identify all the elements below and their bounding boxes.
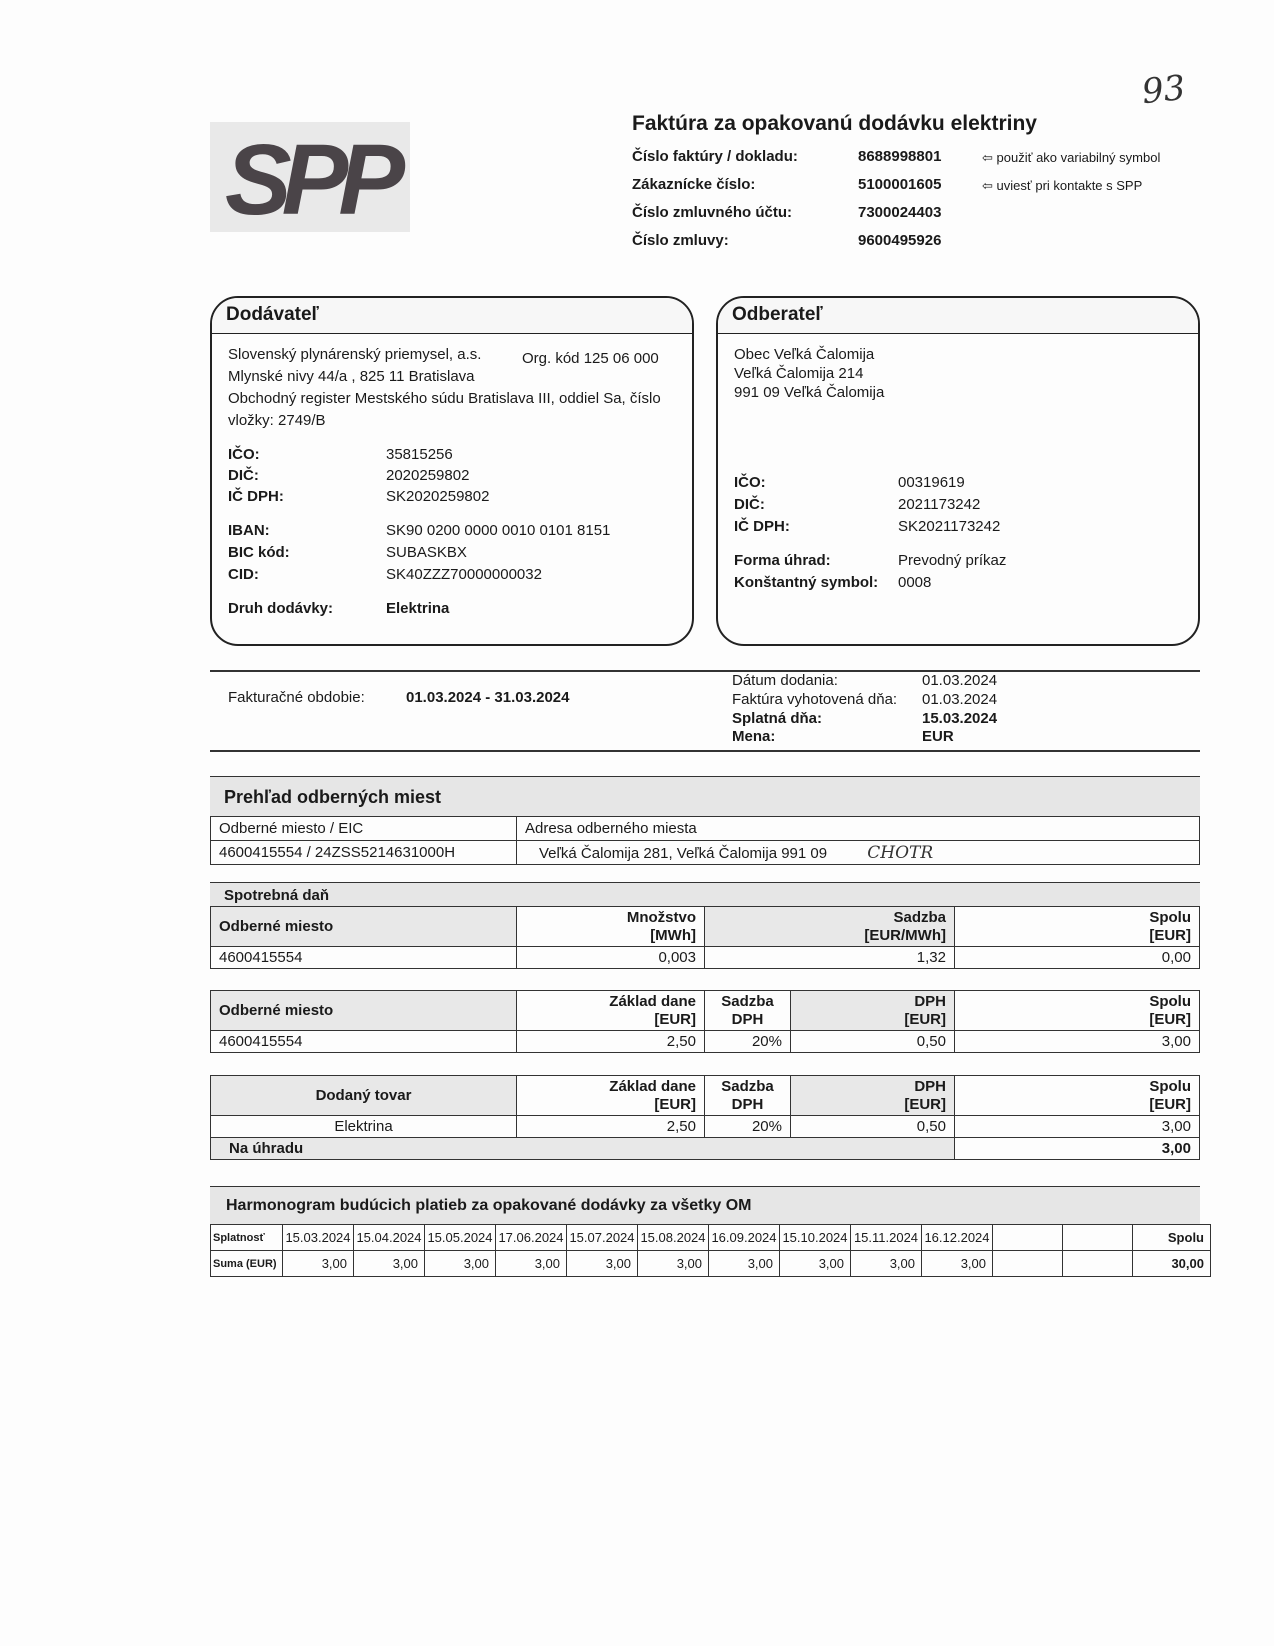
schedule-amount-3: 3,00: [425, 1251, 496, 1277]
handwritten-page-number: 93: [1140, 67, 1188, 113]
schedule-amount-4: 3,00: [496, 1251, 567, 1277]
schedule-date-5: 15.07.2024: [567, 1225, 638, 1251]
period-top-rule: [210, 670, 1200, 672]
customer-number: 5100001605: [858, 176, 942, 193]
schedule-amount-8: 3,00: [780, 1251, 851, 1277]
customer-heading: Odberateľ: [718, 298, 1198, 334]
issued-date: 01.03.2024: [922, 691, 998, 708]
goods-col-rate-unit: DPH: [731, 1095, 764, 1113]
customer-dic-label: DIČ:: [734, 496, 765, 513]
excise-col-total-unit: [EUR]: [1149, 926, 1191, 944]
customer-ico-label: IČO:: [734, 474, 766, 491]
vat-col-total: Spolu: [1149, 992, 1191, 1010]
supplier-heading: Dodávateľ: [212, 298, 692, 334]
schedule-amount-12: [1063, 1251, 1133, 1277]
schedule-date-11: [993, 1225, 1063, 1251]
delivery-date: 01.03.2024: [922, 672, 998, 689]
excise-row-place: 4600415554: [211, 947, 517, 969]
customer-payment: Prevodný príkaz: [898, 552, 1007, 569]
excise-col-total: Spolu: [1149, 908, 1191, 926]
due-label: Splatná dňa:: [732, 710, 823, 727]
places-row-id: 4600415554 / 24ZSS5214631000H: [211, 841, 517, 865]
customer-ico: 00319619: [898, 474, 965, 491]
vat-col-rate: Sadzba: [721, 992, 774, 1010]
spp-logo: [210, 122, 410, 232]
vat-col-rate-unit: DPH: [731, 1010, 764, 1028]
customer-dic: 2021173242: [898, 496, 981, 513]
contract-account-label: Číslo zmluvného účtu:: [632, 204, 793, 221]
vat-col-vat: DPH: [914, 992, 946, 1010]
supplier-box: [210, 296, 694, 646]
goods-col-base-unit: [EUR]: [654, 1095, 696, 1113]
excise-row-rate: 1,32: [705, 947, 955, 969]
excise-col-qty-unit: [MWh]: [650, 926, 696, 944]
contract-account: 7300024403: [858, 204, 942, 221]
supplier-cid: SK40ZZZ70000000032: [386, 566, 542, 583]
contract-number-label: Číslo zmluvy:: [632, 232, 729, 249]
excise-heading: Spotrebná daň: [210, 882, 1200, 906]
customer-payment-label: Forma úhrad:: [734, 552, 831, 569]
vat-col-base: Základ dane: [609, 992, 696, 1010]
customer-box: [716, 296, 1200, 646]
supplier-icdph-label: IČ DPH:: [228, 488, 284, 505]
contract-number: 9600495926: [858, 232, 942, 249]
places-table: [210, 816, 1200, 865]
vat-row-rate: 20%: [705, 1031, 791, 1053]
supplier-icdph: SK2020259802: [386, 488, 490, 505]
vat-col-base-unit: [EUR]: [654, 1010, 696, 1028]
schedule-amount-10: 3,00: [922, 1251, 993, 1277]
excise-col-rate-unit: [EUR/MWh]: [864, 926, 946, 944]
places-heading: Prehľad odberných miest: [210, 776, 1200, 816]
customer-city: 991 09 Veľká Čalomija: [734, 384, 885, 401]
schedule-date-9: 15.11.2024: [851, 1225, 922, 1251]
schedule-row2-label: Suma (EUR): [211, 1251, 283, 1277]
excise-col-qty: Množstvo: [626, 908, 696, 926]
period-label: Fakturačné obdobie:: [228, 689, 365, 706]
schedule-amount-5: 3,00: [567, 1251, 638, 1277]
supplier-dic-label: DIČ:: [228, 467, 259, 484]
period-bottom-rule: [210, 750, 1200, 752]
schedule-row1-label: Splatnosť: [211, 1225, 283, 1251]
schedule-date-4: 17.06.2024: [496, 1225, 567, 1251]
supplier-dic: 2020259802: [386, 467, 470, 484]
goods-col-vat-unit: [EUR]: [904, 1095, 946, 1113]
schedule-date-10: 16.12.2024: [922, 1225, 993, 1251]
pay-label: Na úhradu: [211, 1138, 955, 1160]
supplier-delivery: Elektrina: [386, 600, 450, 617]
schedule-date-7: 16.09.2024: [709, 1225, 780, 1251]
schedule-amount-7: 3,00: [709, 1251, 780, 1277]
supplier-delivery-label: Druh dodávky:: [228, 600, 334, 617]
currency-label: Mena:: [732, 728, 776, 745]
schedule-amount-1: 3,00: [283, 1251, 354, 1277]
schedule-date-12: [1063, 1225, 1133, 1251]
excise-table: [210, 906, 1200, 969]
supplier-ico: 35815256: [386, 446, 453, 463]
invoice-number: 8688998801: [858, 148, 942, 165]
currency: EUR: [922, 728, 954, 745]
customer-constant-label: Konštantný symbol:: [734, 574, 879, 591]
supplier-name: Slovenský plynárenský priemysel, a.s.: [228, 346, 482, 363]
goods-col-base: Základ dane: [609, 1077, 696, 1095]
places-col-id: Odberné miesto / EIC: [211, 817, 517, 841]
places-col-address: Adresa odberného miesta: [517, 817, 1200, 841]
invoice-number-label: Číslo faktúry / dokladu:: [632, 148, 798, 165]
places-row-address: Veľká Čalomija 281, Veľká Čalomija 991 09: [539, 844, 828, 862]
goods-col-item: Dodaný tovar: [211, 1076, 517, 1116]
schedule-date-6: 15.08.2024: [638, 1225, 709, 1251]
supplier-address: Mlynské nivy 44/a , 825 11 Bratislava: [228, 368, 475, 385]
schedule-amount-11: [993, 1251, 1063, 1277]
invoice-title: Faktúra za opakovanú dodávku elektriny: [632, 112, 1037, 135]
goods-col-vat: DPH: [914, 1077, 946, 1095]
supplier-register-line1: Obchodný register Mestského súdu Bratislava III, oddiel Sa, číslo: [228, 390, 661, 407]
schedule-date-2: 15.04.2024: [354, 1225, 425, 1251]
goods-row-vat: 0,50: [791, 1116, 955, 1138]
goods-row-total: 3,00: [955, 1116, 1200, 1138]
svg-text:SPP: SPP: [224, 124, 396, 232]
customer-icdph: SK2021173242: [898, 518, 1001, 535]
supplier-bic-label: BIC kód:: [228, 544, 290, 561]
period-value: 01.03.2024 - 31.03.2024: [406, 689, 570, 706]
vat-table: [210, 990, 1200, 1053]
schedule-heading: Harmonogram budúcich platieb za opakované dodávky za všetky OM: [210, 1186, 1200, 1224]
customer-street: Veľká Čalomija 214: [734, 365, 864, 382]
vat-col-place: Odberné miesto: [211, 991, 517, 1031]
customer-number-label: Zákaznícke číslo:: [632, 176, 756, 193]
schedule-date-1: 15.03.2024: [283, 1225, 354, 1251]
vat-row-base: 2,50: [517, 1031, 705, 1053]
handwritten-note: CHOTR: [867, 842, 934, 863]
goods-col-rate: Sadzba: [721, 1077, 774, 1095]
goods-row-base: 2,50: [517, 1116, 705, 1138]
supplier-cid-label: CID:: [228, 566, 259, 583]
supplier-bic: SUBASKBX: [386, 544, 467, 561]
pay-total: 3,00: [955, 1138, 1200, 1160]
supplier-iban: SK90 0200 0000 0010 0101 8151: [386, 522, 611, 539]
vat-row-place: 4600415554: [211, 1031, 517, 1053]
vat-col-vat-unit: [EUR]: [904, 1010, 946, 1028]
customer-constant: 0008: [898, 574, 932, 591]
schedule-total: 30,00: [1133, 1251, 1211, 1277]
schedule-date-3: 15.05.2024: [425, 1225, 496, 1251]
excise-row-qty: 0,003: [517, 947, 705, 969]
vat-col-total-unit: [EUR]: [1149, 1010, 1191, 1028]
goods-col-total: Spolu: [1149, 1077, 1191, 1095]
supplier-register-line2: vložky: 2749/B: [228, 412, 326, 429]
goods-col-total-unit: [EUR]: [1149, 1095, 1191, 1113]
supplier-ico-label: IČO:: [228, 446, 260, 463]
customer-icdph-label: IČ DPH:: [734, 518, 790, 535]
excise-col-place: Odberné miesto: [211, 907, 517, 947]
excise-row-total: 0,00: [955, 947, 1200, 969]
issued-label: Faktúra vyhotovená dňa:: [732, 691, 898, 708]
delivery-date-label: Dátum dodania:: [732, 672, 838, 689]
supplier-iban-label: IBAN:: [228, 522, 270, 539]
due-date: 15.03.2024: [922, 710, 998, 727]
vat-row-vat: 0,50: [791, 1031, 955, 1053]
schedule-amount-2: 3,00: [354, 1251, 425, 1277]
schedule-amount-9: 3,00: [851, 1251, 922, 1277]
schedule-total-label: Spolu: [1133, 1225, 1211, 1251]
goods-row-item: Elektrina: [211, 1116, 517, 1138]
excise-col-rate: Sadzba: [893, 908, 946, 926]
schedule-date-8: 15.10.2024: [780, 1225, 851, 1251]
goods-row-rate: 20%: [705, 1116, 791, 1138]
schedule-amount-6: 3,00: [638, 1251, 709, 1277]
supplier-org-code: Org. kód 125 06 000: [522, 350, 659, 367]
vat-row-total: 3,00: [955, 1031, 1200, 1053]
variable-symbol-note: ⇦ použiť ako variabilný symbol: [982, 150, 1161, 165]
customer-number-note: ⇦ uviesť pri kontakte s SPP: [982, 178, 1143, 193]
goods-table: [210, 1075, 1200, 1160]
customer-name: Obec Veľká Čalomija: [734, 346, 875, 363]
schedule-table: [210, 1224, 1211, 1277]
